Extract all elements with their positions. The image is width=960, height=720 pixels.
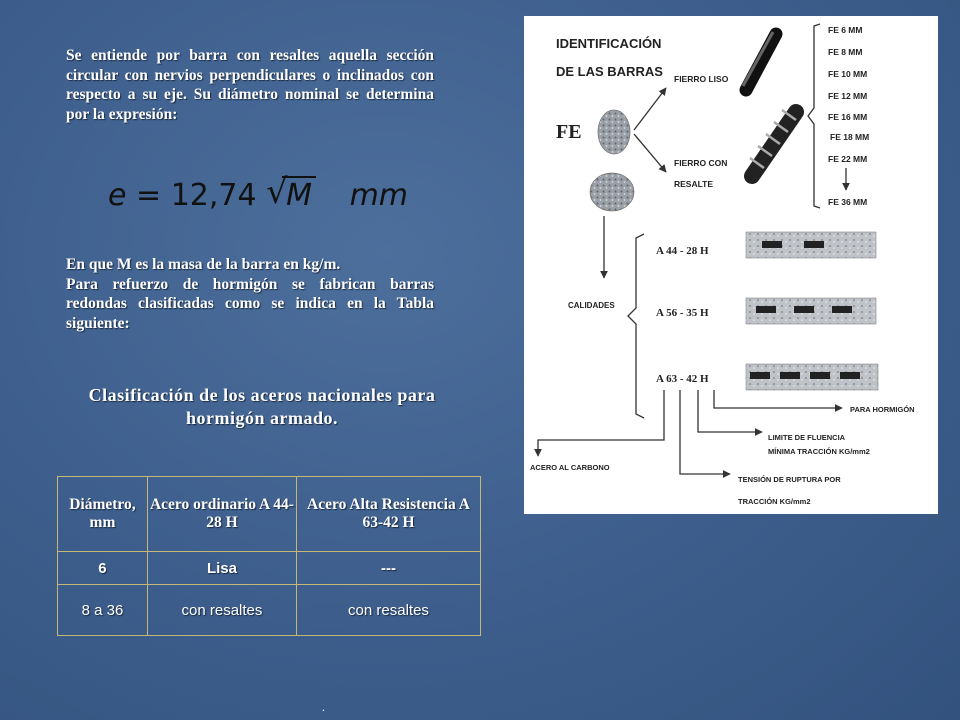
steel-classification-table <box>57 476 481 636</box>
sizes-brace <box>808 24 820 208</box>
label-calidades: CALIDADES <box>568 301 615 310</box>
label-acero-carbono: ACERO AL CARBONO <box>530 463 610 472</box>
grade-item: A 63 - 42 H <box>656 373 709 385</box>
arrow-limite-fluencia <box>698 390 762 432</box>
table-cell: 6 <box>58 552 148 585</box>
grade-item: A 44 - 28 H <box>656 245 709 257</box>
grades-brace <box>628 234 644 418</box>
bar-sizes-list <box>828 25 869 207</box>
grade-56-bar-icon <box>746 298 876 324</box>
mass-paragraph <box>66 255 434 333</box>
label-fierro-liso: FIERRO LISO <box>674 74 729 84</box>
header-diametro: Diámetro, mm <box>58 477 148 552</box>
header-acero-ordinario: Acero ordinario A 44-28 H <box>147 477 296 552</box>
size-item: FE 10 MM <box>828 69 868 79</box>
formula-lhs: e <box>108 178 127 213</box>
ribbed-bar-section-icon <box>590 173 634 211</box>
formula-coefficient: 12,74 <box>170 178 257 213</box>
header-acero-alta-resistencia: Acero Alta Resistencia A 63-42 H <box>296 477 480 552</box>
arrow-to-ribbed <box>634 134 666 172</box>
plain-bar-icon <box>743 32 776 90</box>
ribbed-bar-icon <box>750 110 796 176</box>
size-item: FE 18 MM <box>830 132 870 142</box>
table-header-row <box>58 477 481 552</box>
figure-title-line2: DE LAS BARRAS <box>556 64 663 79</box>
label-para-hormigon: PARA HORMIGÓN <box>850 405 915 414</box>
table-cell: con resaltes <box>147 585 296 636</box>
intro-paragraph: Se entiende por barra con resaltes aquella sección circular con nervios perpendiculares o inclinados con respecto a su eje. Su diámetro nominal se determina por la expresión: <box>66 47 434 123</box>
mass-definition: En que M es la masa de la barra en kg/m. <box>66 256 341 273</box>
size-item: FE 22 MM <box>828 154 868 164</box>
table-cell: 8 a 36 <box>58 585 148 636</box>
label-limite-1: LIMITE DE FLUENCIA <box>768 433 846 442</box>
label-fierro-con: FIERRO CON <box>674 158 728 168</box>
label-resalte: RESALTE <box>674 179 714 189</box>
table-row <box>58 552 481 585</box>
label-tension-2: TRACCIÓN KG/mm2 <box>738 497 811 506</box>
plain-bar-section-icon <box>598 110 630 154</box>
arrow-acero-carbono <box>538 390 664 456</box>
grade-63-bar-icon <box>746 364 878 390</box>
table-row <box>58 585 481 636</box>
size-item: FE 12 MM <box>828 91 868 101</box>
size-item: FE 8 MM <box>828 47 863 57</box>
arrow-to-plain <box>634 88 666 130</box>
label-tension-1: TENSIÓN DE RUPTURA POR <box>738 475 841 484</box>
classification-intro: Para refuerzo de hormigón se fabrican barras redondas clasificadas como se indica en la Tabla siguiente: <box>66 275 434 332</box>
figure-fe-label: FE <box>556 121 582 143</box>
formula-sqrt: √ M <box>266 178 316 213</box>
formula-equals: = <box>136 178 162 213</box>
table-cell: Lisa <box>147 552 296 585</box>
table-cell: --- <box>296 552 480 585</box>
grades-list <box>656 245 709 385</box>
bar-identification-figure <box>524 16 938 514</box>
formula-radicand: M <box>282 176 316 213</box>
footer-dot: . <box>322 700 325 714</box>
arrow-para-hormigon <box>714 390 842 408</box>
size-item: FE 16 MM <box>828 112 868 122</box>
figure-title-line1: IDENTIFICACIÓN <box>556 36 662 51</box>
size-item: FE 36 MM <box>828 197 868 207</box>
diameter-formula <box>108 172 418 224</box>
grade-item: A 56 - 35 H <box>656 307 709 319</box>
table-title: Clasificación de los aceros nacionales para hormigón armado. <box>88 385 436 428</box>
table-cell: con resaltes <box>296 585 480 636</box>
grade-44-bar-icon <box>746 232 876 258</box>
label-limite-2: MÍNIMA TRACCIÓN KG/mm2 <box>768 447 870 456</box>
size-item: FE 6 MM <box>828 25 863 35</box>
formula-unit: mm <box>349 178 409 213</box>
